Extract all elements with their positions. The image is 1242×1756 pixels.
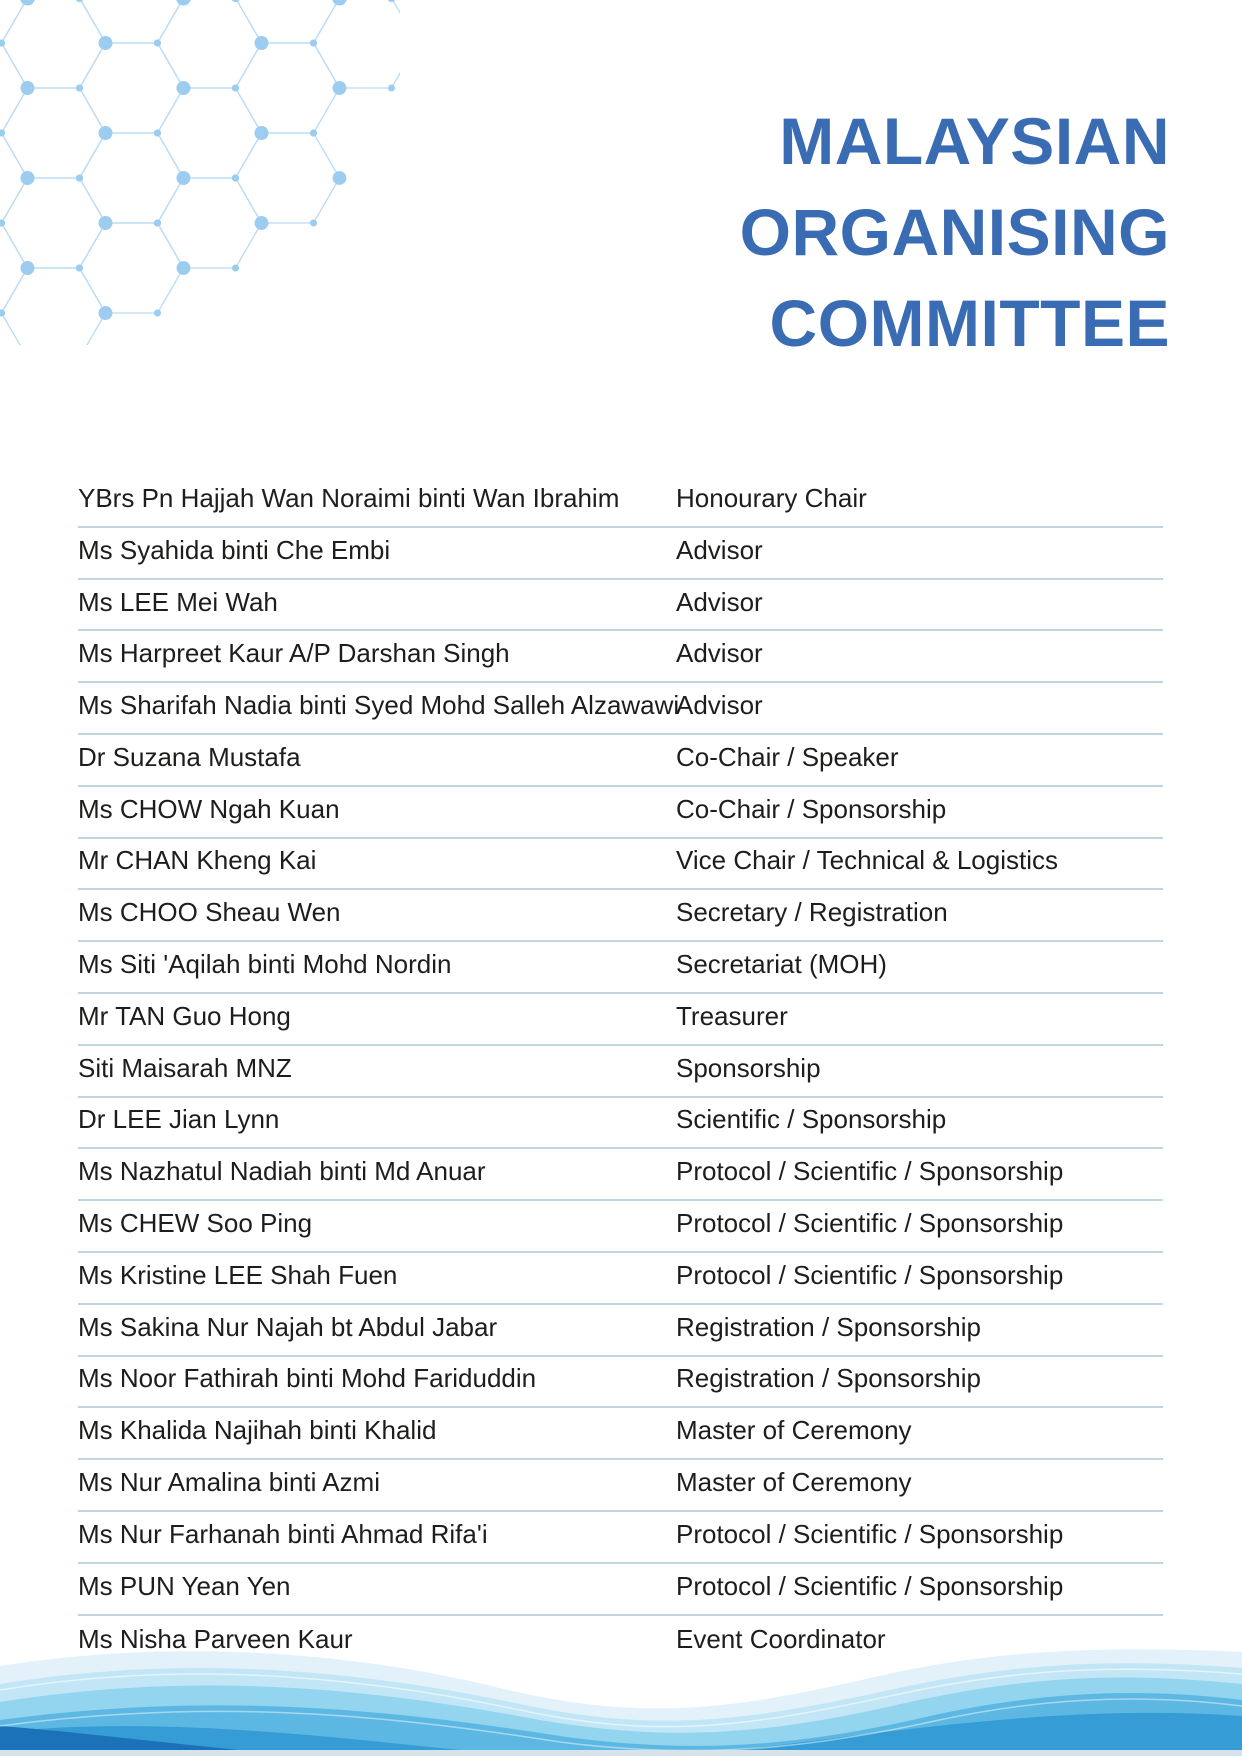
committee-row [78,1201,1163,1253]
committee-row [78,1098,1163,1150]
member-name: Ms CHOO Sheau Wen [78,897,341,928]
title-line-2: ORGANISING [739,195,1170,269]
committee-row [78,1357,1163,1409]
member-role: Registration / Sponsorship [676,1311,981,1342]
member-role: Protocol / Scientific / Sponsorship [676,1518,1064,1549]
member-name: Ms Harpreet Kaur A/P Darshan Singh [78,638,510,669]
member-name: Ms PUN Yean Yen [78,1570,291,1601]
member-name: Ms LEE Mei Wah [78,586,278,617]
committee-row [78,683,1163,735]
committee-row [78,1460,1163,1512]
member-name: Ms Khalida Najihah binti Khalid [78,1415,437,1446]
committee-table [78,476,1163,1667]
member-role: Honourary Chair [676,482,867,513]
bottom-strip [0,1750,1242,1756]
member-name: Ms Siti 'Aqilah binti Mohd Nordin [78,949,452,980]
committee-row [78,839,1163,891]
member-role: Treasurer [676,1000,788,1031]
member-role: Registration / Sponsorship [676,1363,981,1394]
member-role: Advisor [676,638,763,669]
member-name: Ms Sharifah Nadia binti Syed Mohd Salleh Alzawawi [78,690,680,721]
member-name: Ms Noor Fathirah binti Mohd Fariduddin [78,1363,537,1394]
committee-row [78,1408,1163,1460]
member-name: Ms Nazhatul Nadiah binti Md Anuar [78,1156,486,1187]
committee-row [78,580,1163,632]
member-role: Advisor [676,534,763,565]
member-role: Master of Ceremony [676,1415,912,1446]
committee-row [78,631,1163,683]
member-name: Dr LEE Jian Lynn [78,1104,280,1135]
member-name: Dr Suzana Mustafa [78,741,301,772]
member-role: Protocol / Scientific / Sponsorship [676,1259,1064,1290]
member-role: Secretary / Registration [676,897,948,928]
title-line-1: MALAYSIAN [779,104,1170,178]
member-name: Siti Maisarah MNZ [78,1052,292,1083]
committee-row [78,1046,1163,1098]
member-name: Ms CHEW Soo Ping [78,1208,313,1239]
member-role: Protocol / Scientific / Sponsorship [676,1156,1064,1187]
member-role: Sponsorship [676,1052,821,1083]
member-role: Advisor [676,586,763,617]
committee-row [78,1512,1163,1564]
member-name: Ms Sakina Nur Najah bt Abdul Jabar [78,1311,498,1342]
committee-row [78,476,1163,528]
committee-row [78,1616,1163,1668]
member-name: Ms CHOW Ngah Kuan [78,793,340,824]
member-name: YBrs Pn Hajjah Wan Noraimi binti Wan Ibrahim [78,482,620,513]
member-name: Mr TAN Guo Hong [78,1000,291,1031]
hexagon-pattern [0,0,400,345]
member-role: Co-Chair / Speaker [676,741,899,772]
committee-row [78,1305,1163,1357]
committee-row [78,1564,1163,1616]
member-role: Protocol / Scientific / Sponsorship [676,1570,1064,1601]
member-role: Event Coordinator [676,1624,886,1655]
committee-row [78,735,1163,787]
committee-row [78,890,1163,942]
member-name: Ms Nur Amalina binti Azmi [78,1467,380,1498]
title-line-3: COMMITTEE [769,286,1170,360]
committee-row [78,528,1163,580]
member-name: Ms Nisha Parveen Kaur [78,1624,353,1655]
member-name: Ms Kristine LEE Shah Fuen [78,1259,398,1290]
committee-row [78,1253,1163,1305]
member-name: Ms Syahida binti Che Embi [78,534,391,565]
member-role: Scientific / Sponsorship [676,1104,947,1135]
committee-row [78,787,1163,839]
member-role: Master of Ceremony [676,1467,912,1498]
committee-row [78,1149,1163,1201]
member-role: Advisor [676,690,763,721]
committee-row [78,994,1163,1046]
member-role: Protocol / Scientific / Sponsorship [676,1208,1064,1239]
member-role: Co-Chair / Sponsorship [676,793,947,824]
member-role: Vice Chair / Technical & Logistics [676,845,1059,876]
member-name: Mr CHAN Kheng Kai [78,845,317,876]
committee-row [78,942,1163,994]
member-name: Ms Nur Farhanah binti Ahmad Rifa'i [78,1518,488,1549]
page-title [740,96,1170,369]
member-role: Secretariat (MOH) [676,949,887,980]
